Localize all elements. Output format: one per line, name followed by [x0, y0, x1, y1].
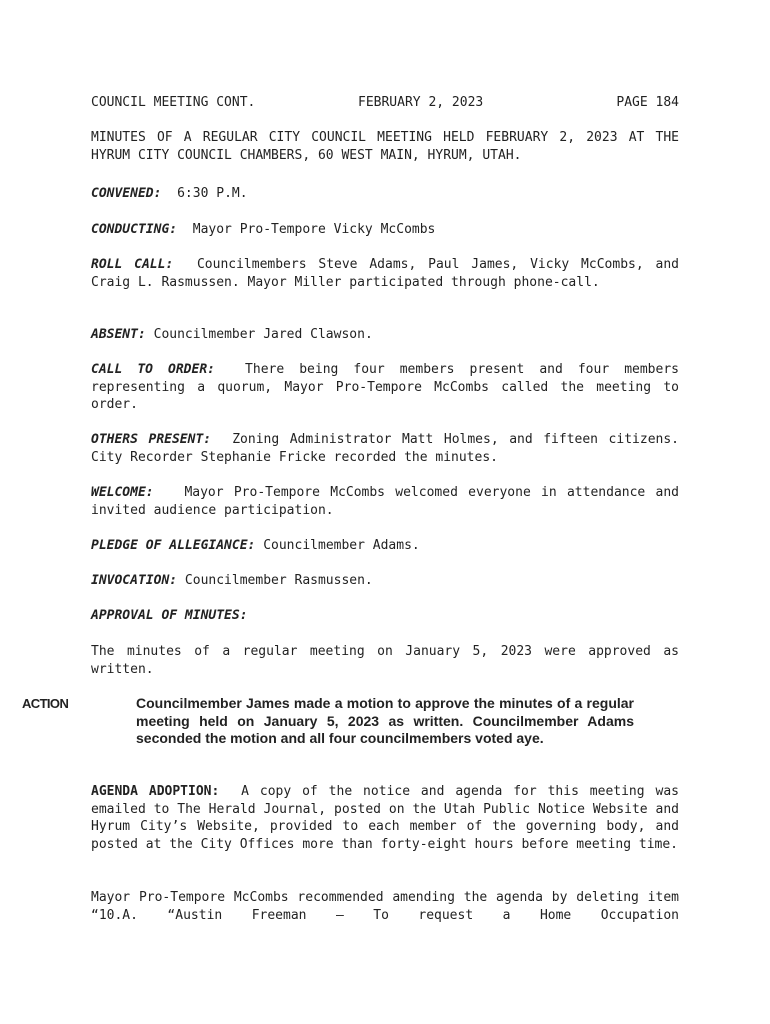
agenda-adoption-text: A copy of the notice and agenda for this meeting was emailed to The Herald Journal, posted on the Utah Public Notice Website and Hyrum City’s Website, provided to each member of the governing body, and posted at the City Offices more than forty-eight hours before meeting time.: [91, 784, 679, 852]
others-present-label: OTHERS PRESENT:: [91, 432, 212, 447]
agenda-adoption-section: [91, 783, 679, 853]
conducting-section: [91, 221, 679, 239]
pledge-text: Councilmember Adams.: [263, 538, 420, 553]
convened-section: [91, 185, 679, 203]
convened-label: CONVENED:: [91, 186, 162, 201]
approval-text-section: [91, 643, 679, 678]
header-left: COUNCIL MEETING CONT.: [91, 95, 256, 110]
absent-text: Councilmember Jared Clawson.: [153, 327, 373, 342]
approval-text: The minutes of a regular meeting on January 5, 2023 were approved as written.: [91, 644, 679, 677]
welcome-section: [91, 484, 679, 519]
action-motion-text: Councilmember James made a motion to approve the minutes of a regular meeting held on January 5, 2023 as written. Councilmember Adams seconded the motion and all four councilmembers voted aye.: [136, 695, 634, 746]
pledge-label: PLEDGE OF ALLEGIANCE:: [91, 538, 256, 553]
amend-text: Mayor Pro-Tempore McCombs recommended amending the agenda by deleting item “10.A. “Austin Freeman – To request a Home Occupation: [91, 890, 679, 923]
conducting-text: Mayor Pro-Tempore Vicky McCombs: [192, 222, 436, 237]
roll-call-label: ROLL CALL:: [91, 257, 174, 272]
roll-call-text: Councilmembers Steve Adams, Paul James, Vicky McCombs, and Craig L. Rasmussen. Mayor Miller participated through phone-call.: [91, 257, 679, 290]
call-to-order-text: There being four members present and four members representing a quorum, Mayor Pro-Tempore McCombs called the meeting to order.: [91, 362, 679, 412]
others-present-section: [91, 431, 679, 466]
intro-paragraph: [91, 129, 679, 164]
amend-section: [91, 889, 679, 924]
invocation-label: INVOCATION:: [91, 573, 178, 588]
others-present-text: Zoning Administrator Matt Holmes, and fifteen citizens. City Recorder Stephanie Fricke recorded the minutes.: [91, 432, 679, 465]
welcome-text: Mayor Pro-Tempore McCombs welcomed everyone in attendance and invited audience participation.: [91, 485, 679, 518]
approval-label: APPROVAL OF MINUTES:: [91, 608, 248, 623]
intro-text: MINUTES OF A REGULAR CITY COUNCIL MEETING HELD FEBRUARY 2, 2023 AT THE HYRUM CITY COUNCIL CHAMBERS, 60 WEST MAIN, HYRUM, UTAH.: [91, 130, 679, 163]
invocation-text: Councilmember Rasmussen.: [184, 573, 373, 588]
roll-call-section: [91, 256, 679, 291]
agenda-adoption-label: AGENDA ADOPTION:: [91, 784, 220, 799]
approval-heading-section: [91, 607, 679, 625]
absent-section: [91, 326, 679, 344]
call-to-order-label: CALL TO ORDER:: [91, 362, 215, 377]
action-tag: ACTION: [22, 696, 69, 711]
conducting-label: CONDUCTING:: [91, 222, 178, 237]
pledge-section: [91, 537, 679, 555]
page-header: [91, 94, 679, 112]
invocation-section: [91, 572, 679, 590]
absent-label: ABSENT:: [91, 327, 146, 342]
welcome-label: WELCOME:: [91, 485, 154, 500]
header-date: FEBRUARY 2, 2023: [358, 95, 484, 110]
call-to-order-section: [91, 361, 679, 414]
header-page-number: PAGE 184: [616, 95, 679, 110]
convened-text: 6:30 P.M.: [177, 186, 248, 201]
